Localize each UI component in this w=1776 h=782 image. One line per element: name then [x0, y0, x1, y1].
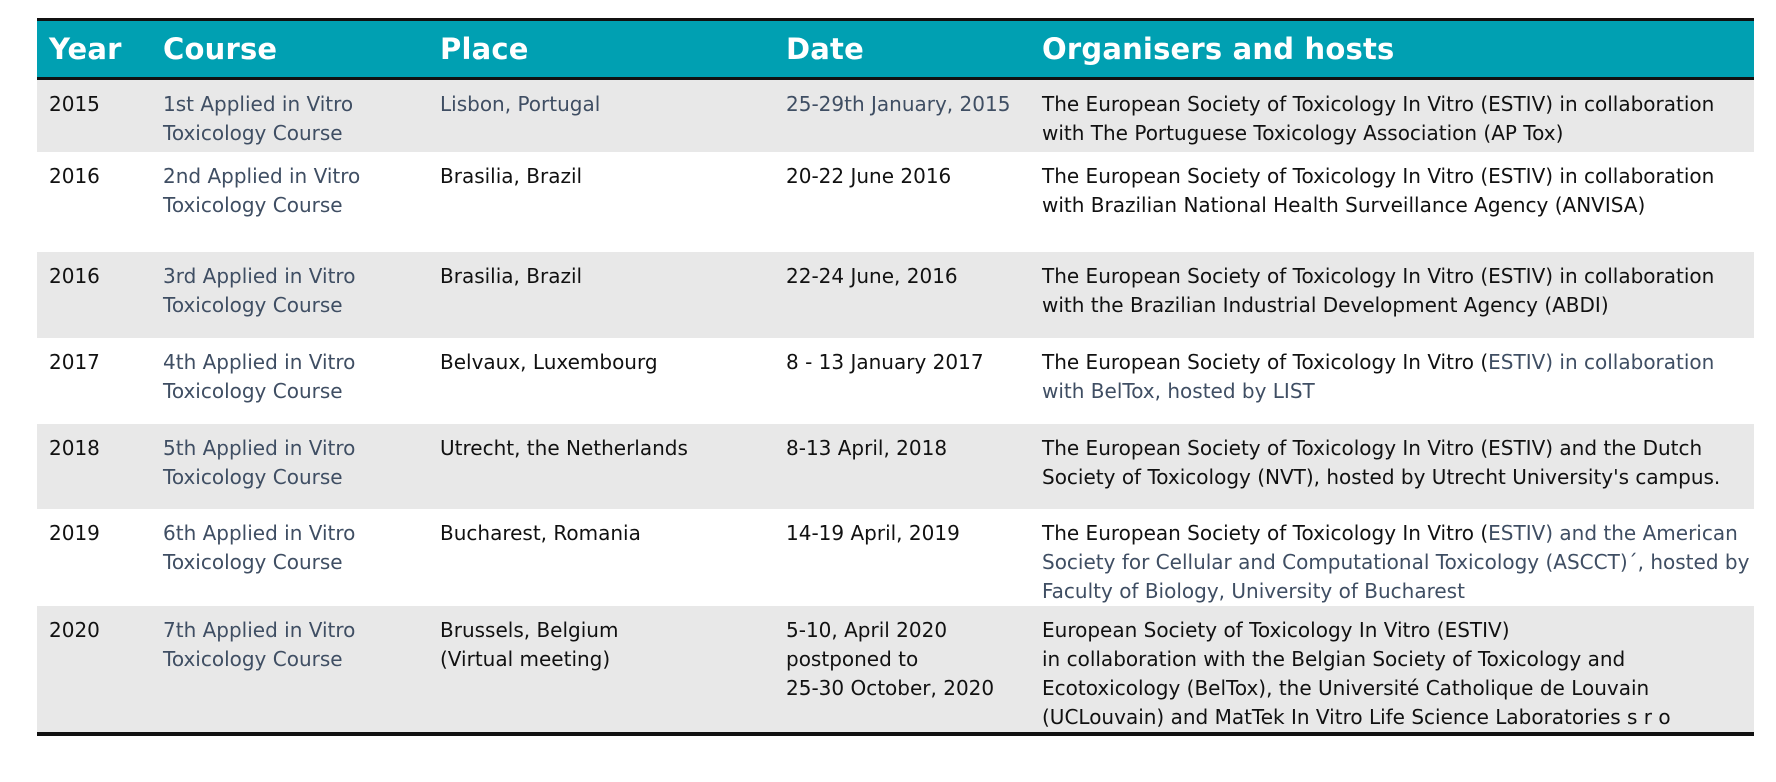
date-line: 20-22 June 2016	[786, 163, 952, 188]
header-date: Date	[786, 32, 864, 66]
organisers-line: (UCLouvain) and MatTek In Vitro Life Science Laboratories s r o	[1042, 704, 1671, 729]
place-line: Brasilia, Brazil	[440, 163, 583, 188]
cell-organisers	[1030, 509, 1754, 606]
course-line: 7th Applied in Vitro	[163, 617, 356, 642]
cell-course	[151, 152, 428, 252]
organisers-line: Faculty of Biology, University of Bucharest	[1042, 578, 1465, 603]
cell-date	[774, 606, 1030, 734]
course-line: 3rd Applied in Vitro	[163, 263, 356, 288]
date-line: 8 - 13 January 2017	[786, 349, 984, 374]
cell-organisers	[1030, 79, 1754, 152]
table-row	[37, 79, 1754, 152]
cell-course	[151, 509, 428, 606]
cell-year: 2018	[49, 435, 100, 460]
organisers-line: with The Portuguese Toxicology Association (AP Tox)	[1042, 121, 1564, 145]
cell-organisers	[1030, 606, 1754, 734]
date-line: 14-19 April, 2019	[786, 520, 960, 545]
place-line: Utrecht, the Netherlands	[440, 435, 688, 460]
course-line: Toxicology Course	[163, 121, 343, 145]
cell-organisers	[1030, 424, 1754, 509]
date-line: 22-24 June, 2016	[786, 263, 958, 288]
organisers-segment: The European Society of Toxicology In Vitro (	[1042, 349, 1489, 374]
table-row	[37, 152, 1754, 252]
cell-place	[428, 152, 774, 252]
course-line: 6th Applied in Vitro	[163, 520, 356, 545]
organisers-line: with Brazilian National Health Surveillance Agency (ANVISA)	[1042, 192, 1646, 217]
header-year: Year	[49, 32, 122, 66]
table-header-row	[37, 20, 1754, 79]
organisers-line: in collaboration with the Belgian Society of Toxicology and	[1042, 646, 1626, 671]
date-line: 8-13 April, 2018	[786, 435, 948, 460]
table-row	[37, 338, 1754, 424]
organisers-line	[1042, 348, 1746, 377]
cell-year: 2019	[49, 520, 100, 545]
header-organisers: Organisers and hosts	[1042, 32, 1395, 66]
organisers-line: The European Society of Toxicology In Vitro (ESTIV) in collaboration	[1042, 92, 1715, 116]
course-line: 5th Applied in Vitro	[163, 435, 356, 460]
table-row	[37, 606, 1754, 734]
cell-place	[428, 252, 774, 338]
course-line: Toxicology Course	[163, 549, 343, 574]
cell-date	[774, 79, 1030, 152]
organisers-line: Ecotoxicology (BelTox), the Université Catholique de Louvain	[1042, 675, 1650, 700]
cell-year: 2015	[49, 92, 100, 116]
cell-date	[774, 424, 1030, 509]
cell-place	[428, 79, 774, 152]
cell-organisers	[1030, 152, 1754, 252]
table-row	[37, 509, 1754, 606]
courses-table	[37, 18, 1754, 736]
date-line: 5-10, April 2020	[786, 617, 948, 642]
place-line: Brussels, Belgium	[440, 617, 619, 642]
organisers-line: The European Society of Toxicology In Vitro (ESTIV) in collaboration	[1042, 163, 1715, 188]
course-line: Toxicology Course	[163, 378, 343, 403]
cell-year: 2016	[49, 163, 100, 188]
table-row	[37, 424, 1754, 509]
place-line: Lisbon, Portugal	[440, 92, 601, 116]
header-place: Place	[440, 32, 529, 66]
place-line: Brasilia, Brazil	[440, 263, 583, 288]
course-line: 4th Applied in Vitro	[163, 349, 356, 374]
cell-date	[774, 338, 1030, 424]
place-line: (Virtual meeting)	[440, 646, 611, 671]
cell-date	[774, 509, 1030, 606]
organisers-line: Society of Toxicology (NVT), hosted by Utrecht University's campus.	[1042, 464, 1721, 489]
cell-course	[151, 606, 428, 734]
header-course: Course	[163, 32, 278, 66]
organisers-line: The European Society of Toxicology In Vitro (ESTIV) in collaboration	[1042, 263, 1715, 288]
cell-place	[428, 509, 774, 606]
organisers-line: European Society of Toxicology In Vitro (ESTIV)	[1042, 617, 1510, 642]
cell-year: 2017	[49, 349, 100, 374]
course-line: Toxicology Course	[163, 292, 343, 317]
organisers-line: The European Society of Toxicology In Vitro (ESTIV) and the Dutch	[1042, 435, 1703, 460]
course-line: Toxicology Course	[163, 192, 343, 217]
cell-year: 2016	[49, 263, 100, 288]
cell-year: 2020	[49, 617, 100, 642]
cell-course	[151, 252, 428, 338]
organisers-segment: ESTIV) and the American	[1488, 520, 1738, 545]
cell-organisers	[1030, 338, 1754, 424]
organisers-line: with BelTox, hosted by LIST	[1042, 378, 1315, 403]
organisers-segment: ESTIV) in collaboration	[1488, 349, 1715, 374]
organisers-line: Society for Cellular and Computational Toxicology (ASCCT)´, hosted by	[1042, 549, 1750, 574]
cell-date	[774, 152, 1030, 252]
organisers-segment: The European Society of Toxicology In Vitro (	[1042, 520, 1489, 545]
cell-date	[774, 252, 1030, 338]
course-line: 2nd Applied in Vitro	[163, 163, 361, 188]
organisers-line	[1042, 519, 1746, 548]
organisers-line: with the Brazilian Industrial Development Agency (ABDI)	[1042, 292, 1609, 317]
date-line: 25-29th January, 2015	[786, 92, 1011, 116]
cell-place	[428, 424, 774, 509]
cell-organisers	[1030, 252, 1754, 338]
courses-table-container	[37, 18, 1754, 736]
table-row	[37, 252, 1754, 338]
place-line: Bucharest, Romania	[440, 520, 641, 545]
cell-course	[151, 79, 428, 152]
course-line: Toxicology Course	[163, 464, 343, 489]
cell-course	[151, 424, 428, 509]
date-line: postponed to	[786, 646, 919, 671]
course-line: 1st Applied in Vitro	[163, 92, 354, 116]
date-line: 25-30 October, 2020	[786, 675, 995, 700]
cell-course	[151, 338, 428, 424]
cell-place	[428, 606, 774, 734]
course-line: Toxicology Course	[163, 646, 343, 671]
place-line: Belvaux, Luxembourg	[440, 349, 658, 374]
cell-place	[428, 338, 774, 424]
